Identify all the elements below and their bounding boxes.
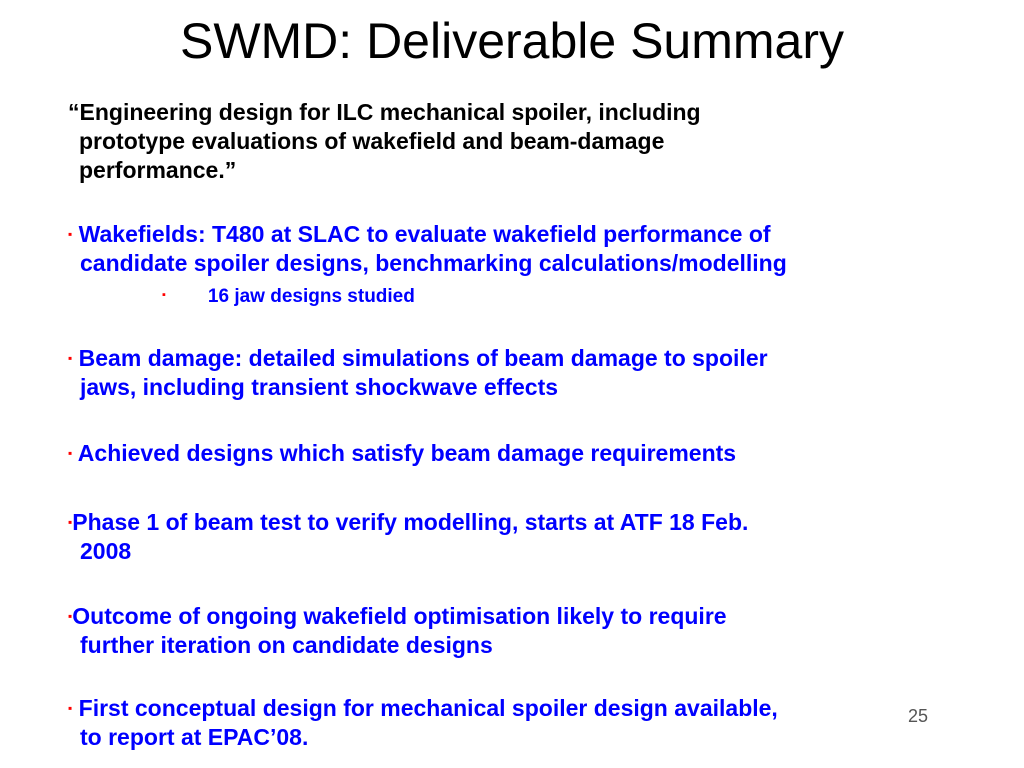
bullet-text: 2008 [80,538,132,564]
quote-line: performance.” [79,157,237,183]
bullet-square-icon: ▪ [68,515,73,529]
bullet-square-icon: ▪ [68,609,73,623]
bullet-text: candidate spoiler designs, benchmarking calculations/modelling [80,250,787,276]
bullet-text: to report at EPAC’08. [80,724,309,750]
bullet-text: Beam damage: detailed simulations of beam damage to spoiler [72,345,768,371]
bullet-item-phase-1 [68,508,748,566]
bullet-text: Achieved designs which satisfy beam damage requirements [72,440,737,466]
bullet-square-icon: ▪ [68,351,73,365]
slide-number: 25 [908,706,929,726]
bullet-item-wakefields [68,220,787,278]
bullet-text: Outcome of ongoing wakefield optimisation likely to require [72,603,727,629]
bullet-square-icon: ▪ [68,446,73,460]
bullet-text: further iteration on candidate designs [80,632,493,658]
quote-line: “Engineering design for ILC mechanical spoiler, including [68,99,701,125]
quote-line: prototype evaluations of wakefield and beam-damage [79,128,665,154]
bullet-text: First conceptual design for mechanical spoiler design available, [72,695,778,721]
quote-block [68,98,701,185]
bullet-square-icon: ▪ [162,289,166,301]
bullet-square-icon: ▪ [68,701,73,715]
bullet-item-achieved-designs [68,439,736,468]
sub-bullet-item-jaw-designs [162,283,415,309]
bullet-text: Wakefields: T480 at SLAC to evaluate wakefield performance of [72,221,771,247]
bullet-text: jaws, including transient shockwave effects [80,374,559,400]
slide-title: SWMD: Deliverable Summary [179,13,844,69]
bullet-square-icon: ▪ [68,227,73,241]
bullet-text: Phase 1 of beam test to verify modelling, starts at ATF 18 Feb. [72,509,749,535]
bullet-item-outcome [68,602,727,660]
bullet-text: 16 jaw designs studied [207,286,415,307]
bullet-item-conceptual-design [68,694,778,752]
bullet-item-beam-damage [68,344,768,402]
